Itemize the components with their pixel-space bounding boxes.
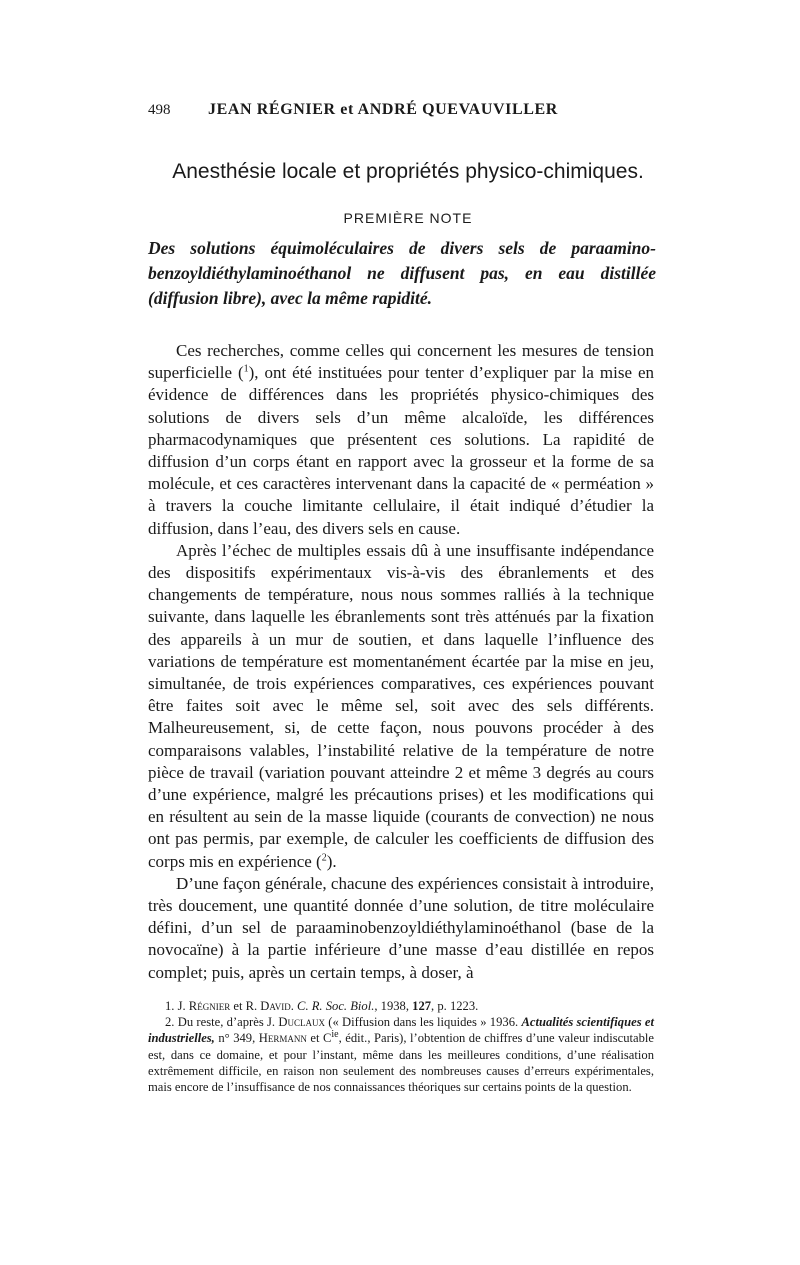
footnote-1-author-2: R. David. xyxy=(245,999,294,1013)
footnote-1-number: 1. xyxy=(165,999,175,1013)
footnote-1-and: et xyxy=(233,999,243,1013)
running-head xyxy=(148,101,668,119)
footnote-2-superscript: ie xyxy=(331,1029,339,1041)
footnote-2-text-a: Du reste, d’après J. xyxy=(177,1015,276,1030)
body-text xyxy=(148,340,654,984)
note-label: PREMIÈRE NOTE xyxy=(343,210,473,226)
footnote-2-series: Actualités scientifiques et industrielles, xyxy=(148,1015,654,1046)
footnote-1-pages: , p. 1223. xyxy=(431,999,479,1013)
footnote-ref-2: 2 xyxy=(321,852,327,864)
paragraph-1 xyxy=(148,340,654,540)
footnote-2-author: Duclaux xyxy=(278,1015,325,1030)
footnote-2-publisher: Hermann xyxy=(258,1031,307,1046)
footnote-2-number: 2. xyxy=(165,1015,175,1030)
paragraph-1-text-b: ), ont été instituées pour tenter d’expliquer par la mise en évidence de différences dans les propriétés physico-chimiques des solutions de divers sels d’un même alcaloïde, les différences pharmacodynamiques que présentent ces solutions. La rapidité de diffusion d’un corps étant en rapport avec la grosseur et la forme de sa molécule, et ces caractères intervenant dans la capacité de « perméation » à travers la couche limitante cellulaire, il était indiqué d’étudier la diffusion, dans l’eau, des divers sels en cause. xyxy=(148,363,654,538)
page-number: 498 xyxy=(148,102,171,118)
footnote-2-text-d: et C xyxy=(310,1031,332,1046)
paragraph-1-text-a: Ces recherches, comme celles qui concernent les mesures de tension superficielle ( xyxy=(148,341,654,383)
footnote-1-journal: C. R. Soc. Biol. xyxy=(297,999,375,1013)
footnote-2-text-e: , édit., Paris), l’obtention de chiffres d’une valeur indiscutable est, dans ce domaine, et pour l’instant, même dans les meilleures conditions, d’une réalisation extrêmement difficile, en raison non seulement des nombreuses causes d’erreurs expérimentales, mais encore de l’insuffisance de nos connaissances théoriques sur certains points de la question. xyxy=(148,1031,654,1095)
footnotes xyxy=(148,998,654,1095)
footnote-1-author-1: J. Régnier xyxy=(177,999,231,1013)
footnote-2-text-c: n° 349, xyxy=(218,1031,256,1046)
article-subtitle: Des solutions équimoléculaires de divers sels de paraaminobenzoyldiéthylaminoéthanol ne diffusent pas, en eau distillée (diffusion libre), avec la même rapidité. xyxy=(148,238,656,308)
paragraph-3: D’une façon générale, chacune des expériences consistait à introduire, très doucement, une quantité donnée d’une solution, de titre moléculaire défini, d’un sel de paraaminobenzoyldiéthylaminoéthanol (base de la novocaïne) à la partie inférieure d’une masse d’eau distillée en repos complet; puis, après un certain temps, à doser, à xyxy=(148,873,654,982)
footnote-2 xyxy=(148,1014,654,1095)
footnote-1 xyxy=(148,998,654,1014)
running-title: JEAN RÉGNIER et ANDRÉ QUEVAUVILLER xyxy=(208,101,558,118)
paragraph-2-text-b: ). xyxy=(326,851,337,871)
paragraph-2 xyxy=(148,540,654,873)
footnote-2-text-b: (« Diffusion dans les liquides » 1936. xyxy=(328,1015,519,1030)
footnote-1-year: , 1938, xyxy=(374,999,409,1013)
paragraph-2-text-a: Après l’échec de multiples essais dû à une insuffisante indépendance des dispositifs expérimentaux vis-à-vis des ébranlements et des changements de température, nous nous sommes ralliés à la technique suivante, dans laquelle les ébranlements sont très atténués par la fixation des appareils à un mur de soutien, et dans laquelle l’influence des variations de température est momentanément écartée par la mise en jeu, simultanée, de trois expériences comparatives, ces expériences pouvant être faites soit avec le même sel, soit avec des sels différents. Malheureusement, si, de cette façon, nous pouvons procéder à des comparaisons valables, l’instabilité relative de la température de notre pièce de travail (variation pouvant atteindre 2 et même 3 degrés au cours d’une expérience, malgré les précautions prises) et les modifications qui en résultent au sein de la masse liquide (courants de convection) ne nous ont pas permis, par exemple, de calculer les coefficients de diffusion des corps mis en expérience ( xyxy=(148,540,654,871)
footnote-1-volume: 127 xyxy=(412,999,432,1013)
footnote-ref-1: 1 xyxy=(243,363,249,375)
article-title: Anesthésie locale et propriétés physico-chimiques. xyxy=(172,160,644,183)
